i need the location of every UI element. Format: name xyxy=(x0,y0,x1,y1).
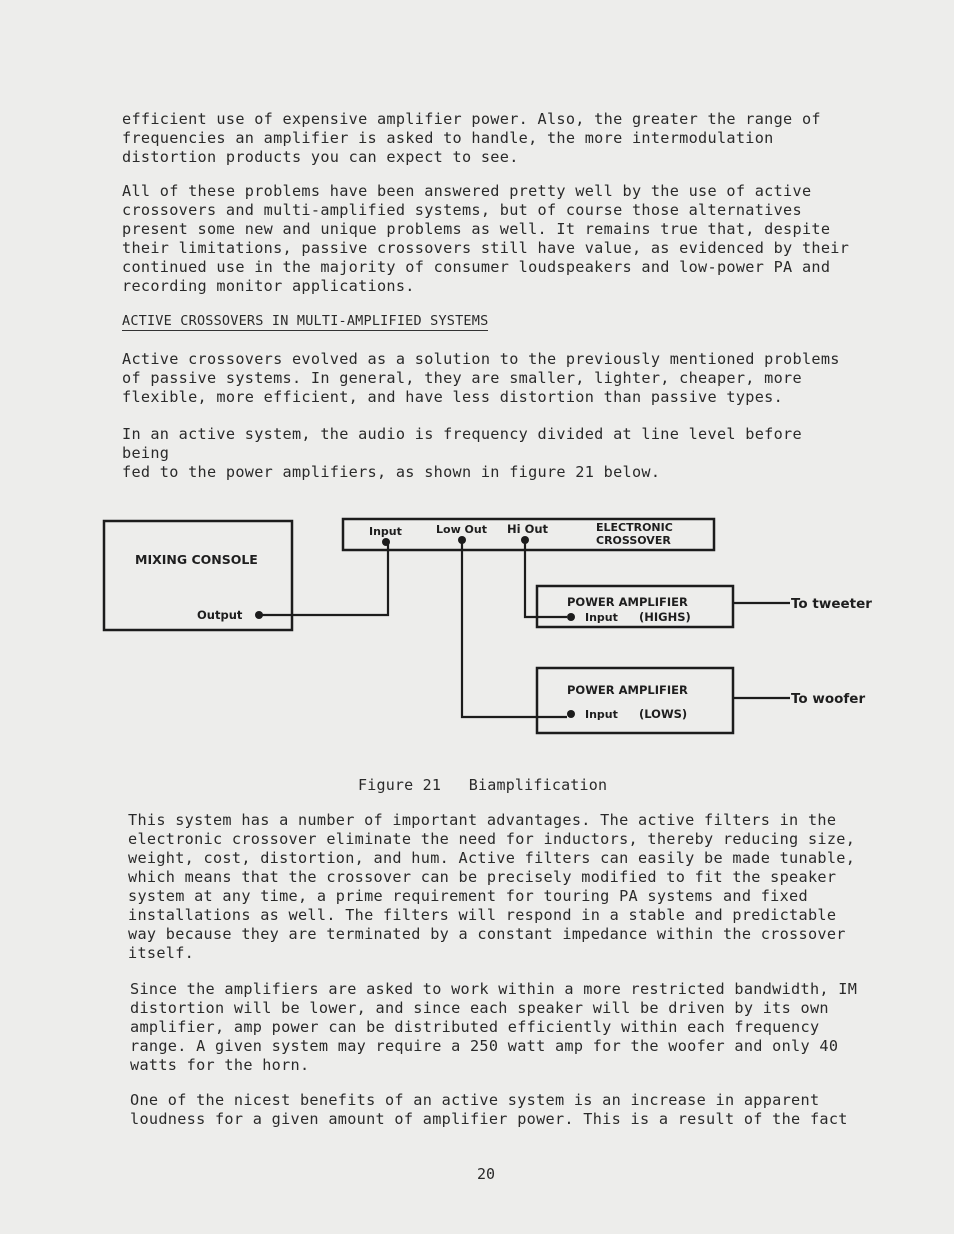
output-jack-dot xyxy=(255,611,263,619)
amp-highs-input-label: Input xyxy=(585,611,618,624)
lowout-wire xyxy=(462,541,567,717)
amp-lows-input-dot xyxy=(567,710,575,718)
to-woofer-label: To woofer xyxy=(791,691,866,707)
paragraph-active-crossovers: Active crossovers evolved as a solution to the previously mentioned problems of passive systems. In general, they are smaller, lighter, cheaper, more flexible, more efficient, and have less distortion than passive types. xyxy=(122,350,840,406)
hi-out-label: Hi Out xyxy=(507,522,549,536)
paragraph-amplifier-power: efficient use of expensive amplifier power. Also, the greater the range of frequencies an amplifier is asked to handle, the more intermodulation distortion products you can expect to see. xyxy=(122,110,821,166)
paragraph-active-system: In an active system, the audio is frequency divided at line level before being fed to the power amplifiers, as shown in figure 21 below. xyxy=(122,425,802,481)
output-to-input-wire xyxy=(258,544,388,615)
amp-lows-band-label: (LOWS) xyxy=(639,707,688,721)
input-label: Input xyxy=(369,525,402,538)
amp-highs-band-label: (HIGHS) xyxy=(639,610,691,624)
input-jack-dot xyxy=(382,538,390,546)
paragraph-loudness: One of the nicest benefits of an active system is an increase in apparent loudness for a given amount of amplifier power. This is a result of the fact xyxy=(130,1091,848,1128)
hiout-jack-dot xyxy=(521,536,529,544)
paragraph-advantages: This system has a number of important advantages. The active filters in the electronic crossover eliminate the need for inductors, thereby reducing size, weight, cost, distortion, and hum. Active filters can easily be made tunable, which means that the crossover can be precisely modified to fit the speaker system at any time, a prime requirement for touring PA systems and fixed installations as well. The filters will respond in a stable and predictable way because they are terminated by a constant impedance within the crossover itself. xyxy=(128,811,856,962)
paragraph-bandwidth: Since the amplifiers are asked to work within a more restricted bandwidth, IM distortion will be lower, and since each speaker will be driven by its own amplifier, amp power can be distributed efficiently within each frequency range. A given system may require a 250 watt amp for the woofer and only 40 watts for the horn. xyxy=(130,980,858,1074)
amp-highs-title: POWER AMPLIFIER xyxy=(567,595,688,609)
amp-lows-input-label: Input xyxy=(585,708,618,721)
mixing-console-label: MIXING CONSOLE xyxy=(135,552,258,567)
power-amp-lows-box xyxy=(537,668,733,733)
amp-highs-input-dot xyxy=(567,613,575,621)
hiout-wire xyxy=(525,541,567,617)
page-number: 20 xyxy=(477,1165,496,1183)
low-out-label: Low Out xyxy=(436,523,487,536)
crossover-label-line1: ELECTRONIC xyxy=(596,521,673,534)
lowout-jack-dot xyxy=(458,536,466,544)
amp-lows-title: POWER AMPLIFIER xyxy=(567,683,688,697)
crossover-label-line2: CROSSOVER xyxy=(596,534,671,547)
to-tweeter-label: To tweeter xyxy=(791,596,872,612)
section-heading: ACTIVE CROSSOVERS IN MULTI-AMPLIFIED SYSTEMS xyxy=(122,313,489,329)
figure-caption: Figure 21 Biamplification xyxy=(358,776,608,794)
paragraph-problems-answered: All of these problems have been answered pretty well by the use of active crossovers and multi-amplified systems, but of course those alternatives present some new and unique problems as well. It remains true that, despite their limitations, passive crossovers still have value, as evidenced by their continued use in the majority of consumer loudspeakers and low-power PA and recording monitor applications. xyxy=(122,182,850,295)
output-label: Output xyxy=(197,608,243,622)
